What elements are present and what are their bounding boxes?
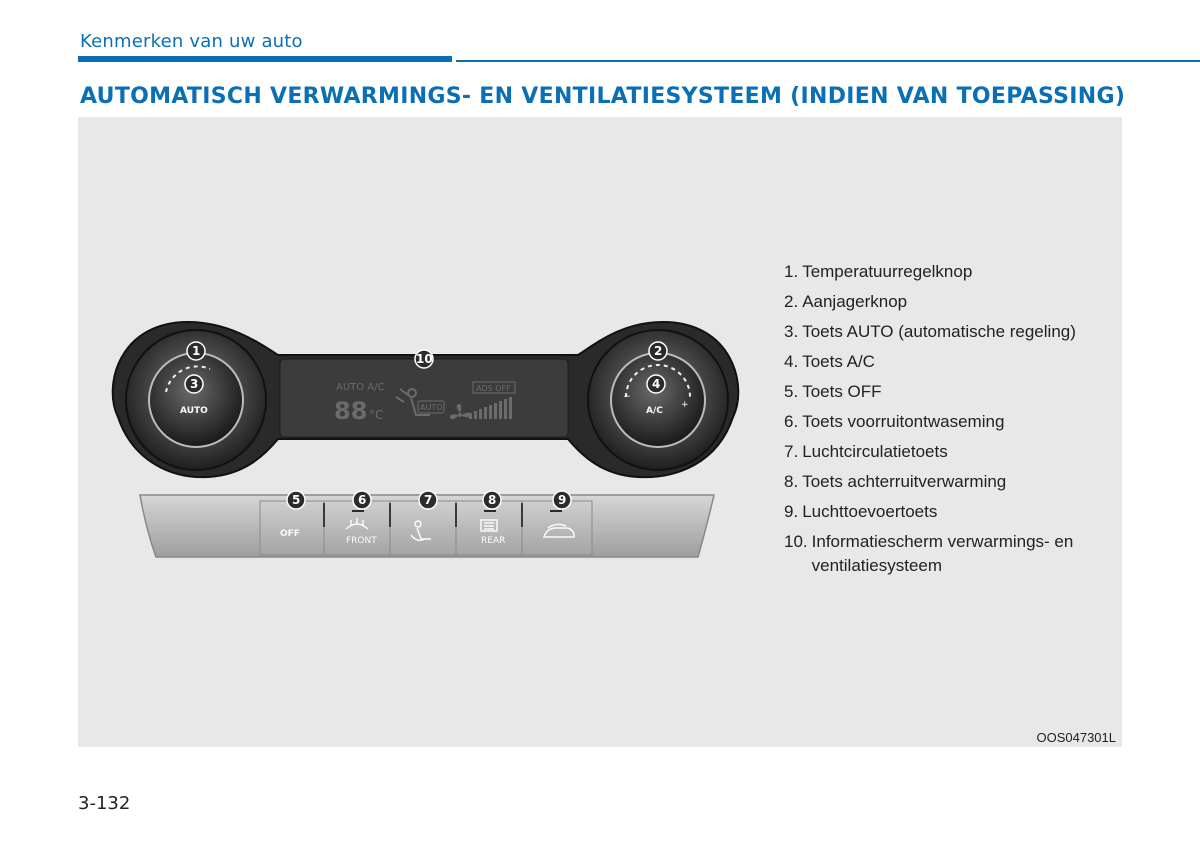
callout-2 [649, 342, 667, 360]
legend-item: 6. Toets voorruitontwaseming [784, 412, 1005, 431]
legend-item: 5. Toets OFF [784, 382, 882, 401]
section-title: AUTOMATISCH VERWARMINGS- EN VENTILATIESYSTEEM (INDIEN VAN TOEPASSING) [80, 84, 1126, 109]
legend-item: 2. Aanjagerknop [784, 292, 908, 311]
callout-3 [185, 375, 203, 393]
legend-item: 7. Luchtcirculatietoets [784, 442, 948, 461]
svg-text:8: 8 [488, 493, 497, 507]
recirculation-button[interactable] [390, 501, 456, 555]
svg-text:6: 6 [358, 493, 367, 507]
display-mode-text: AUTO A/C [336, 382, 385, 393]
display-temperature: 88 [334, 397, 368, 425]
climate-panel-illustration [78, 117, 778, 587]
svg-text:4: 4 [652, 377, 661, 391]
front-label: FRONT [346, 536, 377, 546]
header-rule-thin [456, 60, 1200, 62]
legend-item: 3. Toets AUTO (automatische regeling) [784, 322, 1076, 341]
svg-text:9: 9 [558, 493, 567, 507]
climate-control-figure [78, 117, 1122, 747]
off-button[interactable] [260, 501, 324, 555]
svg-text:5: 5 [292, 493, 301, 507]
rear-label: REAR [481, 536, 506, 546]
display-auto-text: AUTO [420, 403, 443, 412]
callout-1 [187, 342, 205, 360]
callout-6 [353, 491, 371, 509]
component-legend [784, 257, 1114, 578]
svg-text:10: 10 [416, 352, 433, 366]
off-button-label: OFF [280, 529, 300, 539]
legend-item: 4. Toets A/C [784, 352, 875, 371]
header-rule-thick [78, 56, 452, 62]
svg-text:3: 3 [190, 377, 199, 391]
svg-text:2: 2 [654, 344, 663, 358]
legend-item: 8. Toets achterruitverwarming [784, 472, 1007, 491]
callout-5 [287, 491, 305, 509]
svg-text:1: 1 [192, 344, 201, 358]
page-number: 3-132 [78, 793, 131, 814]
display-temperature-unit: °C [369, 408, 384, 422]
legend-item: 10. Informatiescherm verwarmings- en ventilatiesysteem [784, 532, 1074, 575]
callout-8 [483, 491, 501, 509]
callout-7 [419, 491, 437, 509]
fan-plus-sign: + [681, 400, 689, 410]
legend-item: 1. Temperatuurregelknop [784, 262, 973, 281]
legend-item: 9. Luchttoevoertoets [784, 502, 938, 521]
callout-10 [415, 350, 433, 368]
figure-code: OOS047301L [1036, 730, 1116, 745]
callout-9 [553, 491, 571, 509]
info-display [280, 359, 568, 437]
running-header: Kenmerken van uw auto [80, 31, 303, 52]
callout-4 [647, 375, 665, 393]
front-defrost-button[interactable] [324, 501, 390, 555]
display-ads-text: ADS OFF [476, 384, 511, 393]
fan-minus-sign: − [623, 392, 631, 402]
svg-text:7: 7 [424, 493, 433, 507]
ac-button-label: A/C [646, 406, 663, 416]
auto-button-label: AUTO [180, 406, 208, 416]
